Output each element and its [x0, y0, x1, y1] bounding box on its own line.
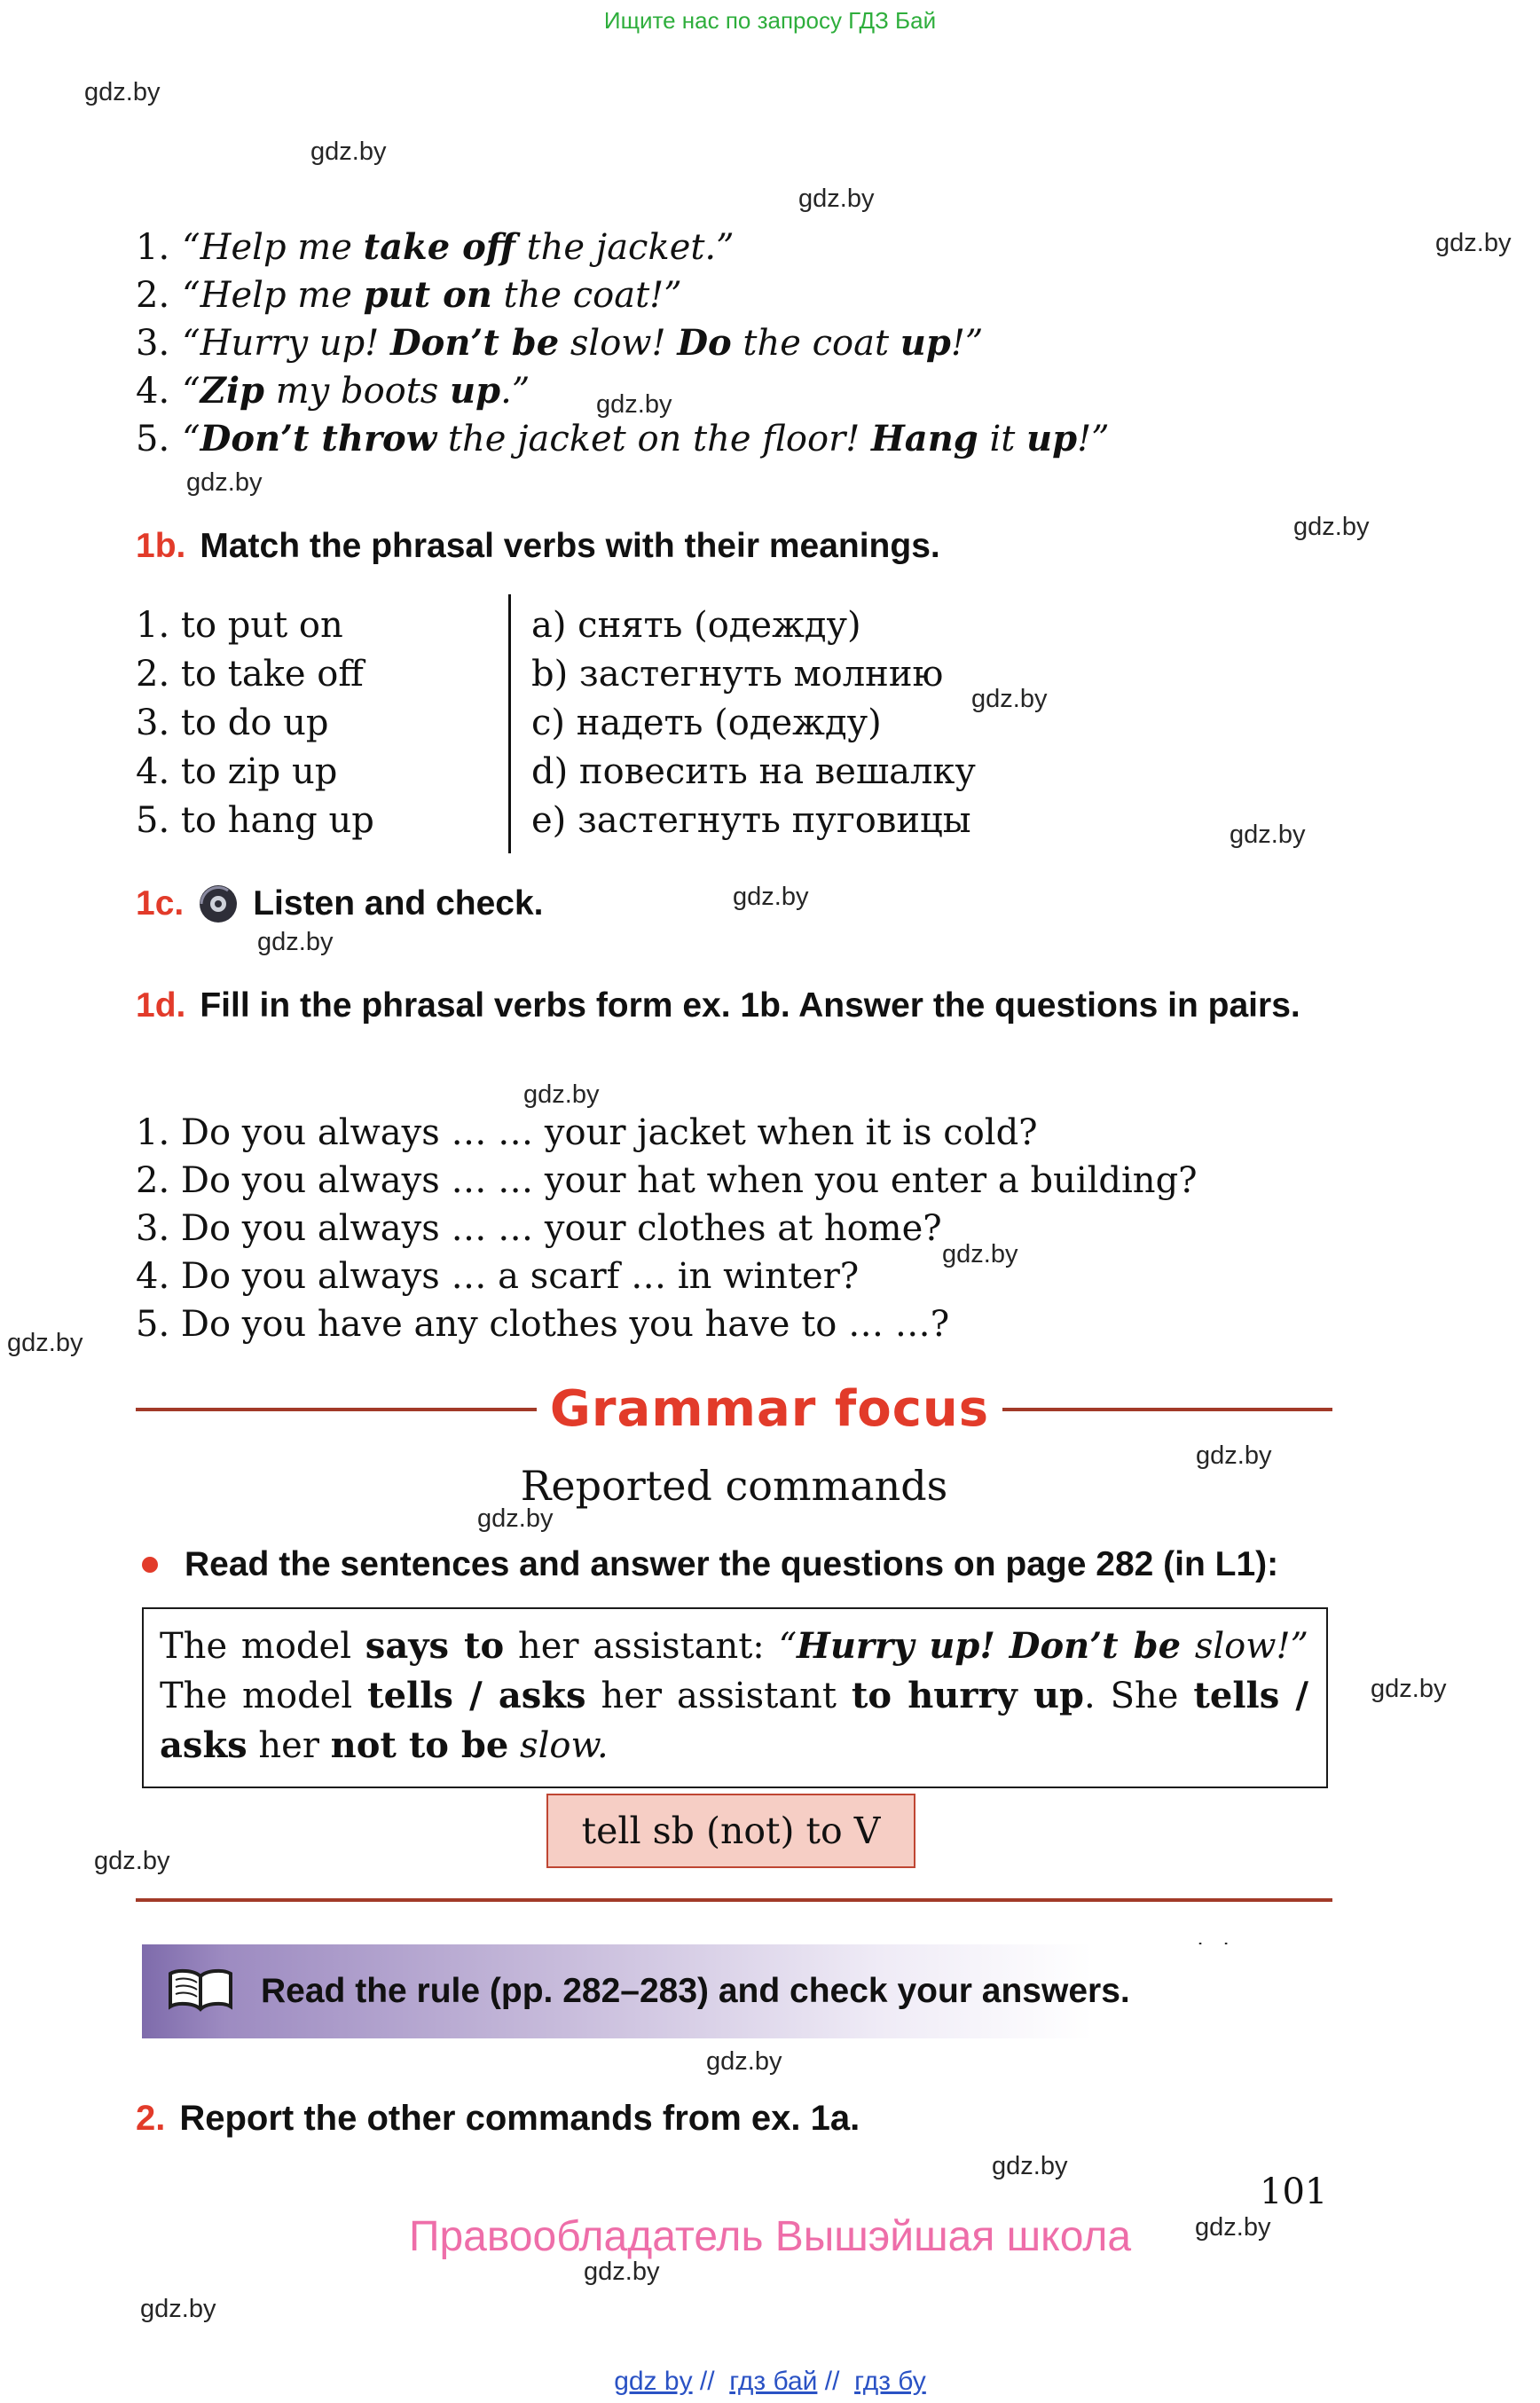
footer-links	[0, 2367, 1540, 2397]
grammar-focus-right-line	[1002, 1408, 1332, 1411]
grammar-focus-title: Grammar focus	[549, 1380, 990, 1438]
grammar-subheading: Reported commands	[520, 1462, 948, 1510]
exercise-1a-item	[136, 367, 1110, 415]
match-left-item: 5. to hang up	[136, 800, 374, 841]
bullet-icon	[142, 1557, 158, 1573]
exercise-1d-heading	[136, 983, 1395, 1029]
gdzby-watermark: gdz.by	[94, 1847, 170, 1875]
match-left-item: 2. to take off	[136, 654, 364, 695]
text-segment: up	[900, 322, 951, 364]
gdzby-watermark: gdz.by	[1435, 229, 1512, 257]
gdzby-watermark: gdz.by	[798, 185, 875, 213]
gdzby-watermark: gdz.by	[1293, 513, 1370, 541]
footer-link[interactable]: gdz by	[614, 2367, 693, 2396]
text-segment: her assistant	[585, 1676, 852, 1716]
gdzby-watermark: gdz.by	[523, 1080, 600, 1109]
question-item: 2. Do you always … … your hat when you enter a building?	[136, 1160, 1198, 1201]
text-segment: !”	[1077, 419, 1110, 459]
copyright-text: Правообладатель Вышэйшая школа	[408, 2213, 1132, 2260]
text-segment: Don’t be	[1009, 1625, 1182, 1667]
text-segment: her	[247, 1725, 331, 1766]
page-number: 101	[1260, 2171, 1328, 2212]
question-item: 4. Do you always … a scarf … in winter?	[136, 1256, 860, 1297]
text-segment: slow!	[559, 323, 678, 364]
match-right-item: b) застегнуть молнию	[531, 654, 944, 695]
gdzby-watermark: gdz.by	[140, 2295, 216, 2323]
text-segment: .”	[500, 371, 530, 412]
exercise-1a-item	[136, 224, 1110, 271]
item-number: 2.	[136, 275, 170, 316]
question-item: 3. Do you always … … your clothes at home?	[136, 1208, 942, 1249]
grammar-focus-heading	[136, 1380, 1332, 1438]
gdzby-watermark: gdz.by	[186, 468, 263, 497]
text-segment: “Help me	[182, 227, 364, 268]
footer-separator: //	[692, 2367, 730, 2396]
exercise-1a-list	[136, 224, 1110, 463]
cd-icon	[198, 883, 239, 924]
gdzby-watermark: gdz.by	[584, 2258, 660, 2286]
footer-link[interactable]: гдз бай	[729, 2367, 818, 2396]
text-segment: “	[182, 419, 200, 459]
text-segment: “Help me	[182, 275, 364, 316]
exercise-1c-heading	[136, 883, 544, 924]
text-segment: my boots	[264, 371, 451, 412]
match-right-item: c) надеть (одежду)	[531, 703, 882, 743]
match-right-item: e) застегнуть пуговицы	[531, 800, 971, 841]
text-segment: The model	[160, 1676, 368, 1716]
match-right-item: a) снять (одежду)	[531, 605, 861, 646]
text-segment: to hurry up	[851, 1675, 1084, 1716]
gdzby-watermark: gdz.by	[733, 883, 809, 911]
exercise-1a-item	[136, 271, 1110, 319]
gdzby-watermark: gdz.by	[706, 2047, 782, 2076]
text-segment: Hang	[870, 418, 978, 459]
gdzby-watermark: gdz.by	[1196, 1441, 1272, 1470]
text-segment: Don’t throw	[200, 418, 437, 459]
exercise-1c-label: 1c.	[136, 884, 185, 923]
item-number: 3.	[136, 323, 170, 364]
grammar-focus-left-line	[136, 1408, 537, 1411]
text-segment: Zip	[200, 370, 264, 412]
text-segment: says to	[365, 1625, 505, 1667]
top-banner: Ищите нас по запросу ГДЗ Бай	[603, 7, 937, 34]
match-left-item: 1. to put on	[136, 605, 343, 646]
text-segment: the coat!”	[491, 275, 682, 316]
text-segment	[995, 1626, 1010, 1667]
footer-separator: //	[817, 2367, 855, 2396]
gdzby-watermark: gdz.by	[310, 137, 387, 166]
exercise-1b-title: Match the phrasal verbs with their meanings.	[200, 527, 940, 565]
text-segment: “Hurry up!	[182, 323, 390, 364]
gdzby-watermark: gdz.by	[84, 78, 161, 106]
rule-note-bar	[142, 1944, 1331, 2038]
exercise-1a-item	[136, 319, 1110, 367]
text-segment: “	[778, 1626, 798, 1667]
text-segment: tells / asks	[367, 1675, 586, 1716]
exercise-2-title: Report the other commands from ex. 1a.	[179, 2099, 860, 2138]
match-left-column	[136, 601, 374, 845]
section-divider-line	[136, 1898, 1332, 1902]
exercise-1d-label: 1d.	[136, 986, 186, 1025]
match-right-item: d) повесить на вешалку	[531, 751, 976, 792]
gdzby-watermark: gdz.by	[7, 1329, 83, 1357]
item-number: 5.	[136, 419, 170, 459]
grammar-instruction-row	[142, 1545, 1278, 1584]
text-segment: Hurry up!	[797, 1625, 995, 1667]
gdzby-watermark: gdz.by	[1371, 1675, 1447, 1703]
text-segment: up	[1026, 418, 1078, 459]
item-number: 4.	[136, 371, 170, 412]
text-segment: not to be	[330, 1724, 509, 1766]
text-segment: !”	[950, 323, 984, 364]
text-segment: the jacket on the floor!	[436, 419, 871, 459]
gdzby-watermark: gdz.by	[1230, 821, 1306, 849]
text-segment: “	[182, 371, 200, 412]
text-segment: . She	[1083, 1676, 1194, 1716]
gdzby-watermark: gdz.by	[257, 928, 334, 956]
grammar-instruction: Read the sentences and answer the questions on page 282 (in L1):	[185, 1545, 1279, 1583]
match-left-item: 3. to do up	[136, 703, 329, 743]
match-divider-line	[508, 594, 511, 853]
model-sentences-box	[142, 1607, 1328, 1788]
exercise-1c-title: Listen and check.	[253, 884, 544, 923]
text-segment: Do	[677, 322, 732, 364]
text-segment: slow!”	[1181, 1626, 1308, 1667]
open-book-icon	[165, 1967, 236, 2015]
model-box-text	[160, 1626, 1308, 1766]
gdzby-watermark: gdz.by	[992, 2152, 1068, 2180]
match-right-column	[531, 601, 976, 845]
footer-link[interactable]: гдз бу	[854, 2367, 926, 2396]
text-segment: up	[450, 370, 501, 412]
gdzby-watermark: gdz.by	[942, 1240, 1018, 1268]
text-segment: The model	[160, 1626, 365, 1667]
match-left-item: 4. to zip up	[136, 751, 338, 792]
exercise-2-label: 2.	[136, 2099, 166, 2138]
text-segment: put on	[363, 274, 492, 316]
text-segment: it	[978, 419, 1027, 459]
rule-note-text: Read the rule (pp. 282–283) and check your answers.	[261, 1972, 1130, 2010]
gdzby-watermark: gdz.by	[596, 390, 672, 419]
exercise-1a-item	[136, 415, 1110, 463]
exercise-1b-heading	[136, 527, 940, 566]
gdzby-watermark: gdz.by	[971, 685, 1048, 713]
item-number: 1.	[136, 227, 170, 268]
text-segment: Don’t be	[389, 322, 560, 364]
tell-structure-box: tell sb (not) to V	[546, 1794, 915, 1868]
text-segment: slow.	[520, 1725, 609, 1766]
text-segment	[508, 1725, 520, 1766]
exercise-1d-title: Fill in the phrasal verbs form ex. 1b. Answer the questions in pairs.	[200, 986, 1300, 1025]
exercise-1d-questions	[136, 1109, 1198, 1348]
exercise-1b-label: 1b.	[136, 527, 186, 565]
gdzby-watermark: gdz.by	[477, 1504, 554, 1533]
text-segment: take off	[363, 226, 515, 268]
text-segment: the jacket.”	[515, 227, 735, 268]
text-segment: the coat	[731, 323, 900, 364]
gdzby-watermark: gdz.by	[1195, 2213, 1271, 2242]
question-item: 5. Do you have any clothes you have to … …?	[136, 1304, 950, 1345]
exercise-2-heading	[136, 2099, 860, 2139]
text-segment: her assistant:	[504, 1626, 779, 1667]
question-item: 1. Do you always … … your jacket when it is cold?	[136, 1112, 1038, 1153]
text-segment: tells / asks	[160, 1675, 1309, 1766]
